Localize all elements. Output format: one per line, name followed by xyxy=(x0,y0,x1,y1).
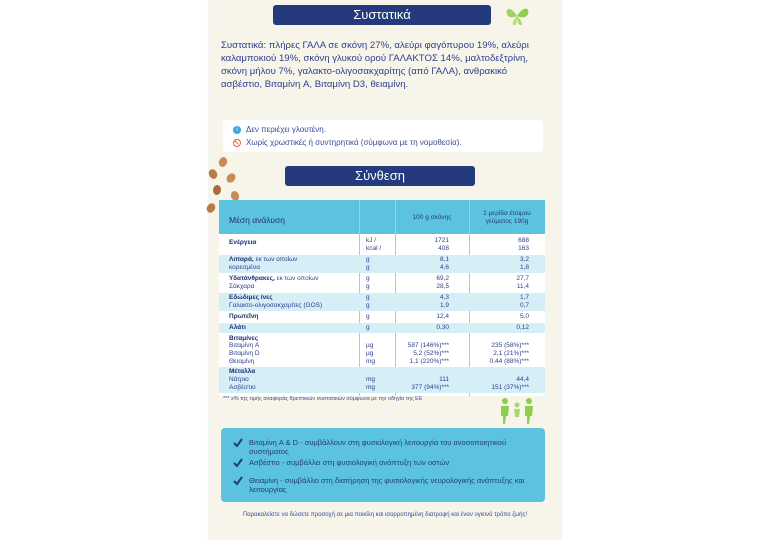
checkmark-icon xyxy=(233,476,243,486)
header-per-100g: 100 g σκόνης xyxy=(412,214,452,221)
bottom-advice-text: Παρακαλείστε να δώσετε προσοχή σε μια ποικίλη και ισορροπημένη διατροφή και έναν υγιεινό τρόπο ζωής! xyxy=(242,512,528,518)
table-row-vitamins: Βιταμίνες Βιταμίνη A Βιταμίνη D Θειαμίνη µg µg mg 587 (146%)*** 5,2 (52%)*** 1,1 (220%)*** 235 (58%)*** 2,1 (21%)*** 0,44 (88%)*** xyxy=(229,335,529,365)
checkmark-icon xyxy=(233,458,243,468)
benefit-item: Ασβέστιο - συμβάλλει στη φυσιολογική ανάπτυξη των οστών xyxy=(233,458,533,468)
note-no-preservatives xyxy=(233,138,462,147)
table-row: Εδώδιμες ίνες Γαλακτο-ολιγοσακχαρίτες (GOS) g g 4,3 1,9 1,7 0,7 xyxy=(219,293,545,311)
no-symbol-icon xyxy=(233,139,241,147)
note-gluten-free xyxy=(233,125,326,134)
info-icon: i xyxy=(233,126,241,134)
table-row: Υδατάνθρακες, εκ των οποίων Σάκχαρα g g 69,2 28,5 27,7 11,4 xyxy=(229,275,529,290)
footnote: *** x% της τιμής αναφοράς θρεπτικών συστατικών σύμφωνα με την οδηγία της ΕΕ xyxy=(223,396,423,402)
butterfly-icon xyxy=(503,4,531,28)
benefit-item: Βιταμίνη A & D - συμβάλλουν στη φυσιολογική λειτουργία του ανοσοποιητικού συστήματος xyxy=(233,438,533,456)
checkmark-icon xyxy=(233,438,243,448)
table-row-minerals: Μέταλλα Νάτριο Ασβέστιο mg mg 111 377 (94%)*** 44,4 151 (37%)*** xyxy=(219,367,545,393)
table-row: Λιπαρά, εκ των οποίων κορεσμένα g g 8,1 4,6 3,2 1,8 xyxy=(219,255,545,273)
ingredients-heading: Συστατικά xyxy=(273,5,491,25)
benefit-item: Θειαμίνη - συμβάλλει στη διατήρηση της φυσιολογικής νευρολογικής ανάπτυξης και λειτουργίας xyxy=(233,476,533,494)
table-row: Αλάτι g 0,30 0,12 xyxy=(219,323,545,333)
header-average-analysis: Μέση ανάλυση xyxy=(229,215,285,225)
family-icon xyxy=(495,396,541,426)
ingredients-text: Συστατικά: πλήρες ΓΑΛΑ σε σκόνη 27%, αλεύρι φαγόπυρου 19%, αλεύρι καλαμποκιού 19%, σκόνη γλυκού ορού ΓΑΛΑΚΤΟΣ 14%, μαλτοδεξτρίνη, σκόνη μήλου 7%, γαλακτο-ολιγοσακχαρίτης (από ΓΑΛΑ), ανθρακικό ασβέστιο, Βιταμίνη A, Βιταμίνη D3, θειαμίνη. xyxy=(221,40,529,90)
table-row: Ενέργεια kJ / kcal / 1721 408 688 163 xyxy=(229,237,529,252)
header-per-serving: 1 μερίδα έτοιμου γεύματος 190g xyxy=(483,210,531,225)
note-text: Χωρίς χρωστικές ή συντηρητικά (σύμφωνα με τη νομοθεσία). xyxy=(246,138,462,147)
notes-box xyxy=(223,120,543,152)
table-row: Πρωτεΐνη g 12,4 5,0 xyxy=(229,313,529,320)
product-panel xyxy=(209,0,561,540)
benefits-box xyxy=(221,428,545,502)
nutrition-table xyxy=(219,200,545,396)
composition-heading: Σύνθεση xyxy=(285,166,475,186)
note-text: Δεν περιέχει γλουτένη. xyxy=(246,125,326,134)
